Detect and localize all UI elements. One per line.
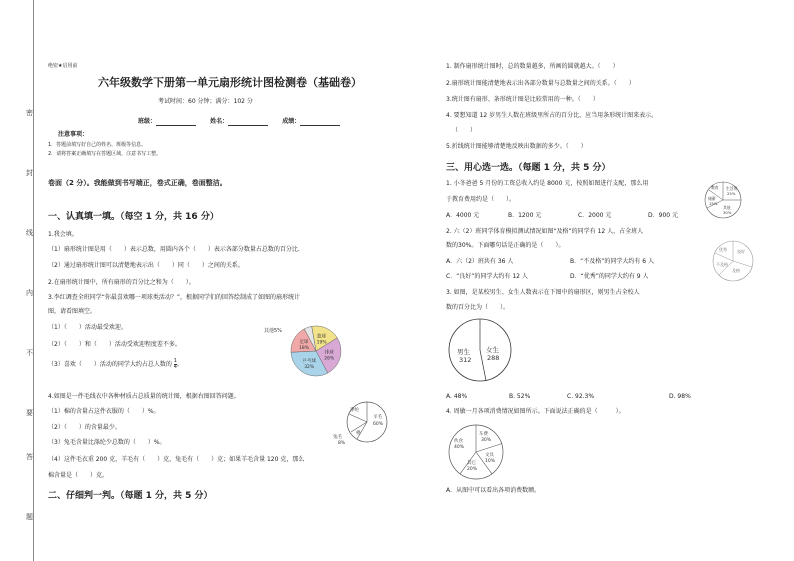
s2-item-4: 4. 要想知道 12 岁男生人数在班级里所占的百分比，应当用条形统计图来表示。 bbox=[446, 112, 658, 119]
option-c[interactable]: C．2000 元 bbox=[578, 212, 612, 219]
slice-pct-wool: 60% bbox=[373, 422, 384, 427]
s3-q2-option-d[interactable]: D．“优秀”的同学大约有 9 人 bbox=[570, 273, 649, 280]
binding-char: 题 bbox=[26, 513, 33, 521]
section3-heading: 三、用心选一选。（每题 1 分，共 5 分） bbox=[446, 163, 611, 173]
s1-q3-3 bbox=[48, 359, 183, 370]
slice-pct: 19% bbox=[316, 340, 327, 346]
class-field[interactable] bbox=[156, 118, 196, 126]
option-a[interactable]: A．4000 元 bbox=[446, 212, 480, 219]
s3-q3-options bbox=[446, 393, 691, 401]
note-item: 2．请将答案正确填写在答题区域，注意书写工整。 bbox=[48, 151, 162, 157]
other-slice-label: 其他5% bbox=[264, 328, 282, 334]
s1-q3-b: 图，请看图填空。 bbox=[48, 308, 97, 315]
s1-q1-1: （1）扇形统计图是用（ ）表示总数，用圆内各个（ ）表示各部分数量占总数的百分比. bbox=[48, 246, 300, 253]
s1-q4-3: （3）兔毛含量比涤纶少总数的（ ）%。 bbox=[48, 439, 166, 446]
slice-label: 乒乓球 bbox=[302, 358, 316, 364]
slice-label-fail: 不及格 bbox=[716, 262, 728, 267]
s3-q4: 4. 周敏一月各项消费情况如图所示。下面说法正确的是（ ）。 bbox=[446, 408, 625, 415]
option-d[interactable]: D．900 元 bbox=[648, 212, 678, 219]
school-pie-chart bbox=[448, 314, 514, 386]
s3-q1-options bbox=[446, 212, 678, 220]
slice-pct-other: 20% bbox=[467, 467, 478, 472]
binding-char: 密 bbox=[26, 109, 33, 117]
girls-count: 288 bbox=[487, 354, 500, 362]
slice-label: 排球 bbox=[324, 350, 334, 356]
s1-q3-1: （1）（ ）活动最受欢迎。 bbox=[48, 324, 127, 331]
option-b[interactable]: B. 52% bbox=[509, 393, 531, 400]
notes-heading: 注意事项： bbox=[58, 131, 89, 138]
slice-pct-rabbit: 8% bbox=[338, 441, 346, 446]
s1-q4-1: （1）棉的含量占这件衣服的（ ）%。 bbox=[48, 408, 160, 415]
slice-pct-fare: 30% bbox=[481, 438, 492, 443]
slice-label-wool: 羊毛 bbox=[373, 415, 382, 420]
slice-label-other: 其它 bbox=[467, 461, 476, 466]
s2-item-1: 1. 制作扇形统计图时，总的数量越多，所画的圆就越大。（ ） bbox=[446, 63, 619, 70]
slice-label-excellent: 优秀 bbox=[719, 247, 727, 252]
slice-label-polyester: 涤纶 bbox=[350, 408, 359, 413]
boys-label: 男生 bbox=[457, 348, 470, 356]
slice-pct-stationery: 10% bbox=[485, 459, 496, 464]
slice-pct: 18% bbox=[299, 346, 310, 352]
salary-pie-chart bbox=[703, 180, 743, 220]
s1-q1-2: （2）通过扇形统计图可以清楚地表示出（ ）同（ ）之间的关系。 bbox=[48, 262, 244, 269]
spend-pie-chart bbox=[446, 422, 506, 482]
slice-label-stationery: 文具 bbox=[485, 453, 494, 458]
binding-char: 不 bbox=[26, 349, 33, 357]
slice-pct: 32% bbox=[304, 364, 315, 370]
neatness-note: 卷面（2 分）。我能做到书写端正，卷式正确，卷面整洁。 bbox=[48, 179, 227, 187]
slice-label-pass: 及格 bbox=[732, 268, 740, 273]
name-field[interactable] bbox=[228, 118, 268, 126]
s3-q2-option-a[interactable]: A．六（2）班共有 36 人 bbox=[446, 258, 514, 265]
s3-q3-b: 数的百分比为（ ）。 bbox=[446, 304, 510, 311]
s3-q4-option-a[interactable]: A．从图中可以看出各项消费数额。 bbox=[446, 487, 541, 494]
score-label: 成绩： bbox=[282, 118, 301, 125]
s1-q4-4b: 棉含量是（ ）克。 bbox=[48, 472, 109, 479]
slice-label: 足球 bbox=[299, 340, 309, 346]
s1-q4: 4.如图是一件毛线衣中各种材质占总质量的统计图，根据右图回答问题。 bbox=[48, 393, 240, 400]
s2-item-3: 3.统计图有扇形、条形统计图是比较常用的一种。（ ） bbox=[446, 96, 599, 103]
slice-pct-living: 25% bbox=[727, 191, 736, 196]
class-label: 班级： bbox=[138, 118, 157, 125]
slice-label-good: 良好 bbox=[737, 249, 745, 254]
ball-pie-slices bbox=[291, 326, 341, 376]
slice-pct-food: 40% bbox=[454, 445, 465, 450]
s1-q4-4: （4）这件毛衣重 200 克，羊毛有（ ）克，兔毛有（ ）克；如果羊毛含量 120 克，那么 bbox=[48, 456, 305, 463]
slice-label-rabbit: 兔毛 bbox=[333, 435, 342, 440]
s3-q2: 2. 六（2）班同学体育模拟测试情况如图“及格”的同学有 12 人，占全班人 bbox=[446, 228, 644, 235]
s1-q4-2: （2）（ ）的含量最少。 bbox=[48, 424, 121, 431]
option-b[interactable]: B．1200 元 bbox=[508, 212, 542, 219]
s1-q3: 3.李红调查全班同学“你最喜欢哪一项球类活动？”，根据同学们的回答绘制成了如图的扇形统计 bbox=[48, 294, 300, 301]
s2-item-4-paren: （ ） bbox=[452, 127, 477, 134]
s3-q1: 1. 小冬爸爸 5 月份的工资总收入约是 8000 元，按照如图进行支配，那么用 bbox=[446, 180, 649, 187]
s1-q3-3-text: （3）喜欢（ ）活动的同学大约占总人数的 bbox=[48, 361, 172, 368]
binding-char: 线 bbox=[26, 229, 33, 237]
score-field[interactable] bbox=[300, 118, 340, 126]
s2-item-5: 5.折线统计图能够清楚地反映出数据的多少。（ ） bbox=[446, 143, 587, 150]
slice-label-food: 伙食 bbox=[454, 439, 463, 444]
binding-char: 要 bbox=[26, 409, 33, 417]
secret-mark: 绝密★启用前 bbox=[48, 63, 78, 69]
slice-pct-other: 30% bbox=[723, 210, 732, 215]
slice-label-living: 生活费 bbox=[726, 186, 738, 191]
binding-char: 内 bbox=[26, 289, 33, 297]
s1-q3-3-end: 。 bbox=[176, 361, 183, 368]
girls-label: 女生 bbox=[486, 346, 499, 354]
slice-pct-savings: 15% bbox=[709, 201, 718, 206]
name-label: 姓名： bbox=[210, 118, 229, 125]
slice-label-education: 教育 bbox=[711, 185, 719, 190]
binding-char: 答 bbox=[26, 453, 33, 461]
sweater-pie-chart bbox=[331, 398, 391, 450]
slice-label-savings: 储蓄 bbox=[708, 196, 716, 201]
section1-heading: 一、认真填一填。（每空 1 分，共 16 分） bbox=[48, 212, 219, 222]
s2-item-2: 2.扇形统计图能清楚地表示出各部分数量与总数量之间的关系。（ ） bbox=[446, 80, 635, 87]
fraction-numerator: 1 bbox=[173, 358, 177, 364]
s3-q2-option-c[interactable]: C．“良好”的同学大约有 12 人 bbox=[446, 273, 528, 280]
page-title: 六年级数学下册第一单元扇形统计图检测卷（基础卷） bbox=[98, 76, 362, 89]
s1-q3-2: （2）（ ）和（ ）活动受欢迎程度差不多。 bbox=[48, 341, 181, 348]
fraction-denominator: 4 bbox=[173, 364, 177, 370]
ball-pie-chart bbox=[262, 318, 356, 380]
info-row bbox=[138, 118, 340, 126]
s3-q1-b: 于教育费用约是（ ）。 bbox=[446, 196, 516, 203]
binding-line bbox=[33, 0, 34, 561]
slice-label-other: 其他 bbox=[723, 205, 731, 210]
s3-q3: 3. 如图，是某校男生、女生人数表示在下图中的扇形区，则男生占全校人 bbox=[446, 289, 640, 296]
option-d[interactable]: D. 98% bbox=[669, 393, 691, 400]
slice-pct: 26% bbox=[324, 356, 335, 362]
section2-heading: 二、仔细判一判。（每题 1 分，共 5 分） bbox=[48, 491, 213, 501]
slice-label: 篮球 bbox=[317, 334, 327, 340]
binding-char: 封 bbox=[26, 169, 33, 177]
test-pie-chart bbox=[710, 238, 756, 284]
s1-q2: 2.在扇形统计图中，所有扇形的百分比之和为（ ）。 bbox=[48, 279, 195, 286]
note-item: 1．答题前填写好自己的姓名、班级等信息。 bbox=[48, 142, 147, 148]
option-c[interactable]: C. 92.3% bbox=[567, 393, 595, 400]
s3-q2-b: 数的30%。下面哪句话是正确的是（ ）。 bbox=[446, 242, 565, 249]
boys-count: 312 bbox=[459, 356, 472, 364]
slice-label-fare: 车费 bbox=[479, 432, 488, 437]
s1-q1: 1.我会填。 bbox=[48, 231, 78, 238]
option-a[interactable]: A. 48% bbox=[446, 393, 468, 400]
s3-q2-option-b[interactable]: B．“不及格”的同学大约有 6 人 bbox=[570, 258, 654, 265]
exam-info: 考试时间：60 分钟；满分：102 分 bbox=[158, 98, 253, 105]
slice-label-cotton: 棉 bbox=[356, 431, 361, 436]
